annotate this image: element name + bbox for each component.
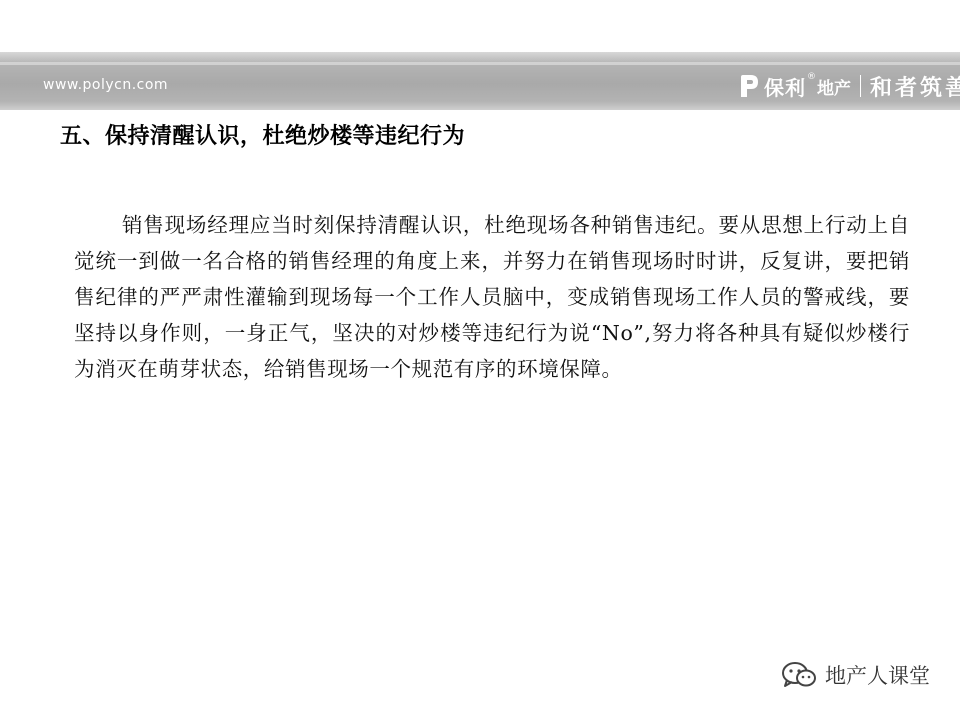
brand-slogan: 和者筑善 [870, 75, 970, 101]
brand-sub: 地产 [817, 78, 851, 99]
header-band [0, 52, 970, 110]
poly-logo-icon [738, 73, 760, 99]
brand-logo [738, 68, 970, 104]
section-title: 五、保持清醒认识，杜绝炒楼等违纪行为 [60, 123, 466, 149]
brand-name: 保利 [764, 75, 806, 100]
watermark-text: 地产人课堂 [825, 664, 930, 688]
body-paragraph: 销售现场经理应当时刻保持清醒认识，杜绝现场各种销售违纪。要从思想上行动上自觉统一到做一名合格的销售经理的角度上来，并努力在销售现场时时讲，反复讲，要把销售纪律的严严肃性灌输到现场每一个工作人员脑中，变成销售现场工作人员的警戒线，要坚持以身作则，一身正气，坚决的对炒楼等违纪行为说“No”,努力将各种具有疑似炒楼行为消灭在萌芽状态，给销售现场一个规范有序的环境保障。 [74, 213, 910, 381]
site-url: www.polycn.com [43, 77, 169, 93]
brand-divider [860, 75, 861, 97]
registered-mark: ® [807, 72, 816, 82]
watermark [781, 660, 930, 690]
wechat-icon [781, 661, 817, 689]
